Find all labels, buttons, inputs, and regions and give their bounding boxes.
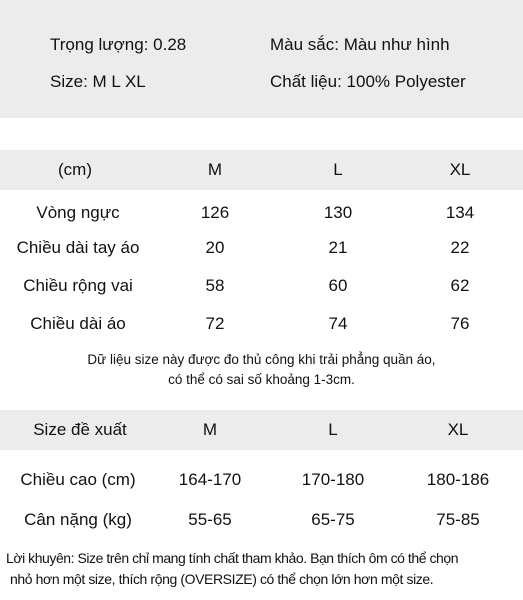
advice-line1: Lời khuyên: Size trên chỉ mang tính chất tham khảo. Bạn thích ôm có thể chọn (6, 550, 459, 566)
value-xl: 62 (450, 276, 470, 295)
value-l: 130 (323, 203, 353, 222)
measurement-note-line2: có thể có sai số khoảng 1-3cm. (168, 372, 355, 387)
recommendation-header-xl: XL (447, 420, 469, 439)
measurement-header-m: M (207, 160, 223, 179)
measurement-note-line1: Dữ liệu size này được đo thủ công khi trải phẳng quần áo, (87, 352, 436, 367)
row-label: Chiều dài áo (30, 314, 126, 333)
row-label: Vòng ngực (36, 203, 120, 222)
measurement-header-l: L (333, 160, 343, 179)
material-text: Chất liệu: 100% Polyester (270, 72, 466, 91)
color-text: Màu sắc: Màu như hình (270, 35, 450, 54)
value-l: 60 (328, 276, 348, 295)
advice-line2: nhỏ hơn một size, thích rộng (OVERSIZE) có thể chọn lớn hơn một size. (10, 571, 434, 587)
value-m: 126 (200, 203, 230, 222)
measurement-header-xl: XL (449, 160, 471, 179)
value-m: 164-170 (178, 470, 242, 489)
value-xl: 180-186 (426, 470, 490, 489)
row-label: Chiều rộng vai (23, 276, 133, 295)
recommendation-header-m: M (202, 420, 218, 439)
value-xl: 76 (450, 314, 470, 333)
value-m: 72 (205, 314, 225, 333)
value-m: 20 (205, 238, 225, 257)
row-label: Cân nặng (kg) (24, 510, 132, 529)
product-info-box (0, 0, 523, 118)
recommendation-header-l: L (328, 420, 338, 439)
value-l: 65-75 (311, 510, 355, 529)
measurement-header-unit: (cm) (58, 160, 92, 179)
weight-text: Trọng lượng: 0.28 (50, 35, 187, 54)
value-xl: 22 (450, 238, 470, 257)
sizes-text: Size: M L XL (50, 72, 146, 91)
value-xl: 75-85 (436, 510, 480, 529)
value-l: 21 (328, 238, 348, 257)
row-label: Chiều dài tay áo (16, 238, 140, 257)
value-xl: 134 (445, 203, 475, 222)
value-l: 74 (328, 314, 348, 333)
row-label: Chiều cao (cm) (20, 470, 136, 489)
value-m: 58 (205, 276, 225, 295)
recommendation-header-label: Size đề xuất (33, 420, 127, 439)
value-m: 55-65 (188, 510, 232, 529)
value-l: 170-180 (301, 470, 365, 489)
